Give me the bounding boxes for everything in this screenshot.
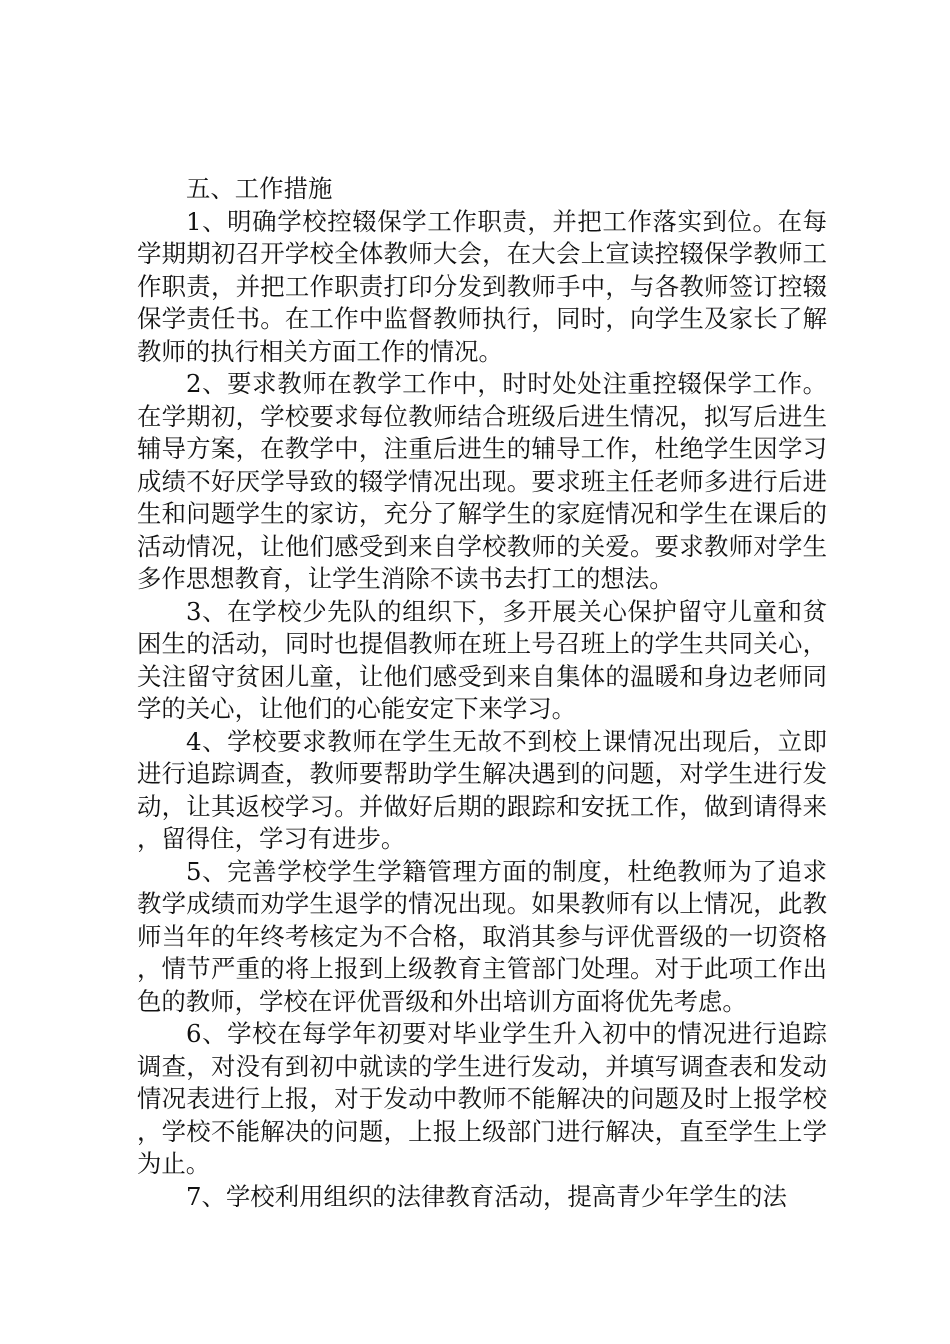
paragraph-7: 7、学校利用组织的法律教育活动，提高青少年学生的法: [186, 1181, 787, 1211]
paragraph-3: 3、在学校少先队的组织下，多开展关心保护留守儿童和贫困生的活动，同时也提倡教师在班上号召班上的学生共同关心，关注留守贫困儿童，让他们感受到来自集体的温暖和身边老师同学的关心，让他们的心能安定下来学习。: [137, 596, 827, 723]
paragraph-6: 6、学校在每学年初要对毕业学生升入初中的情况进行追踪调查，对没有到初中就读的学生进行发动，并填写调查表和发动情况表进行上报，对于发动中教师不能解决的问题及时上报学校，学校不能解决的问题，上报上级部门进行解决，直至学生上学为止。: [137, 1019, 827, 1178]
paragraph-1: 1、明确学校控辍保学工作职责，并把工作落实到位。在每学期期初召开学校全体教师大会，在大会上宣读控辍保学教师工作职责，并把工作职责打印分发到教师手中，与各教师签订控辍保学责任书。在工作中监督教师执行，同时，向学生及家长了解教师的执行相关方面工作的情况。: [137, 206, 827, 366]
paragraph-5: 5、完善学校学生学籍管理方面的制度，杜绝教师为了追求教学成绩而劝学生退学的情况出现。如果教师有以上情况，此教师当年的年终考核定为不合格，取消其参与评优晋级的一切资格，情节严重的将上报到上级教育主管部门处理。对于此项工作出色的教师，学校在评优晋级和外出培训方面将优先考虑。: [137, 856, 827, 1016]
paragraph-2: 2、要求教师在教学工作中，时时处处注重控辍保学工作。在学期初，学校要求每位教师结合班级后进生情况，拟写后进生辅导方案，在教学中，注重后进生的辅导工作，杜绝学生因学习成绩不好厌学导致的辍学情况出现。要求班主任老师多进行后进生和问题学生的家访，充分了解学生的家庭情况和学生在课后的活动情况，让他们感受到来自学校教师的关爱。要求教师对学生多作思想教育，让学生消除不读书去打工的想法。: [137, 369, 827, 593]
paragraph-4: 4、学校要求教师在学生无故不到校上课情况出现后，立即进行追踪调查，教师要帮助学生解决遇到的问题，对学生进行发动，让其返校学习。并做好后期的跟踪和安抚工作，做到请得来，留得住，学习有进步。: [137, 726, 827, 853]
document-body: [137, 173, 827, 1213]
section-heading: 五、工作措施: [186, 174, 333, 203]
